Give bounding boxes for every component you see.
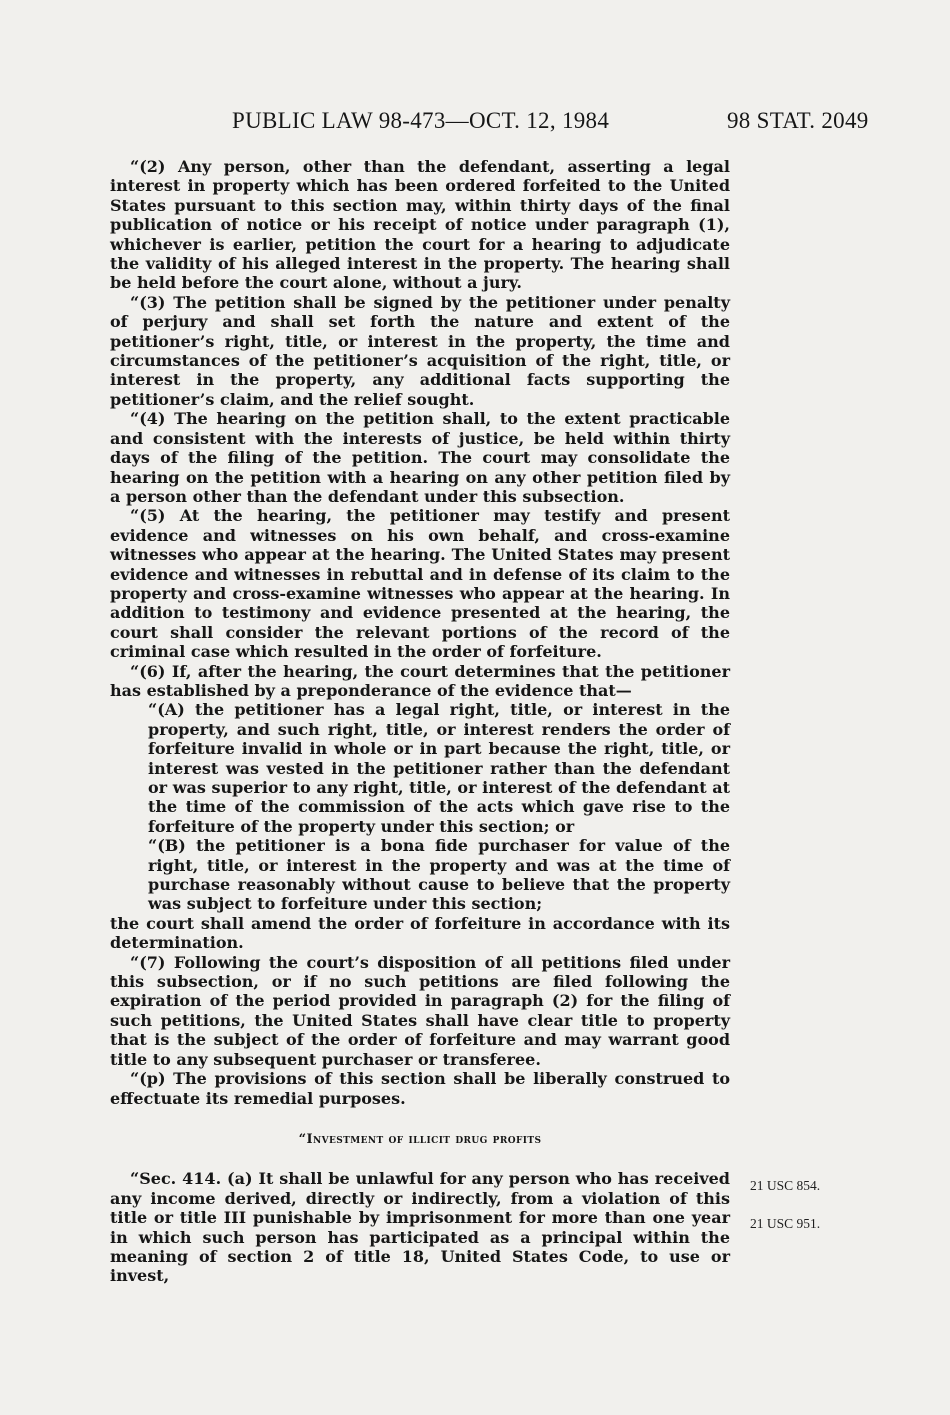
page-header — [0, 108, 950, 148]
statute-page-number: 98 STAT. 2049 — [727, 108, 869, 133]
paragraph-2: “(2) Any person, other than the defendant, asserting a legal interest in property which has been ordered forfeited to the United States pursuant to this section may, within thirty days of the final publication of notice or his receipt of notice under paragraph (1), whichever is earlier, petition the court for a hearing to adjudicate the validity of his alleged interest in the property. The hearing shall be held before the court alone, without a jury. — [110, 157, 730, 293]
paragraph-4: “(4) The hearing on the petition shall, to the extent practicable and consistent with the interests of justice, be held within thirty days of the filing of the petition. The court may consolidate the hearing on the petition with a hearing on any other petition filed by a person other than the defendant under this subsection. — [110, 409, 730, 506]
margin-citation-854: 21 USC 854. — [750, 1178, 821, 1193]
statute-body — [110, 157, 730, 1286]
margin-citation-951: 21 USC 951. — [750, 1216, 821, 1231]
paragraph-5: “(5) At the hearing, the petitioner may testify and present evidence and witnesses on his own behalf, and cross-examine witnesses who appear at the hearing. The United States may present evidence and witnesses in rebuttal and in defense of its claim to the property and cross-examine witnesses who appear at the hearing. In addition to testimony and evidence presented at the hearing, the court shall consider the relevant portions of the record of the criminal case which resulted in the order of forfeiture. — [110, 506, 730, 662]
paragraph-7: “(7) Following the court’s disposition of all petitions filed under this subsection, or if no such petitions are filed following the expiration of the period provided in paragraph (2) for the filing of such petitions, the United States shall have clear title to property that is the subject of the order of forfeiture and may warrant good title to any subsequent purchaser or transferee. — [110, 952, 730, 1069]
header-title: PUBLIC LAW 98-473—OCT. 12, 1984 — [232, 108, 610, 133]
paragraph-3: “(3) The petition shall be signed by the petitioner under penalty of perjury and shall set forth the nature and extent of the petitioner’s right, title, or interest in the property, the time and circumstances of the petitioner’s acquisition of the right, title, or interest in the property, any additional facts supporting the petitioner’s claim, and the relief sought. — [110, 292, 730, 409]
paragraph-6: “(6) If, after the hearing, the court determines that the petitioner has established by a preponderance of the evidence that— — [110, 661, 730, 700]
paragraph-6-conclusion: the court shall amend the order of forfeiture in accordance with its determination. — [110, 913, 730, 953]
subsection-p: “(p) The provisions of this section shall be liberally construed to effectuate its remedial purposes. — [110, 1069, 730, 1108]
subparagraph-6a: “(A) the petitioner has a legal right, title, or interest in the property, and such right, title, or interest renders the order of forfeiture invalid in whole or in part because the right, title, or interest was vested in the petitioner rather than the defendant or was superior to any right, title, or interest of the defendant at the time of the commission of the acts which gave rise to the forfeiture of the property under this section; or — [148, 700, 730, 836]
section-414: “Sec. 414. (a) It shall be unlawful for any person who has received any income derived, directly or indirectly, from a violation of this title or title III punishable by imprisonment for more than one year in which such person has participated as a principal within the meaning of section 2 of title 18, United States Code, to use or invest, — [110, 1169, 730, 1286]
section-heading: “Investment of illicit drug profits — [298, 1131, 542, 1147]
subparagraph-6b: “(B) the petitioner is a bona fide purchaser for value of the right, title, or interest in the property and was at the time of purchase reasonably without cause to believe that the property was subject to forfeiture under this section; — [148, 836, 730, 914]
